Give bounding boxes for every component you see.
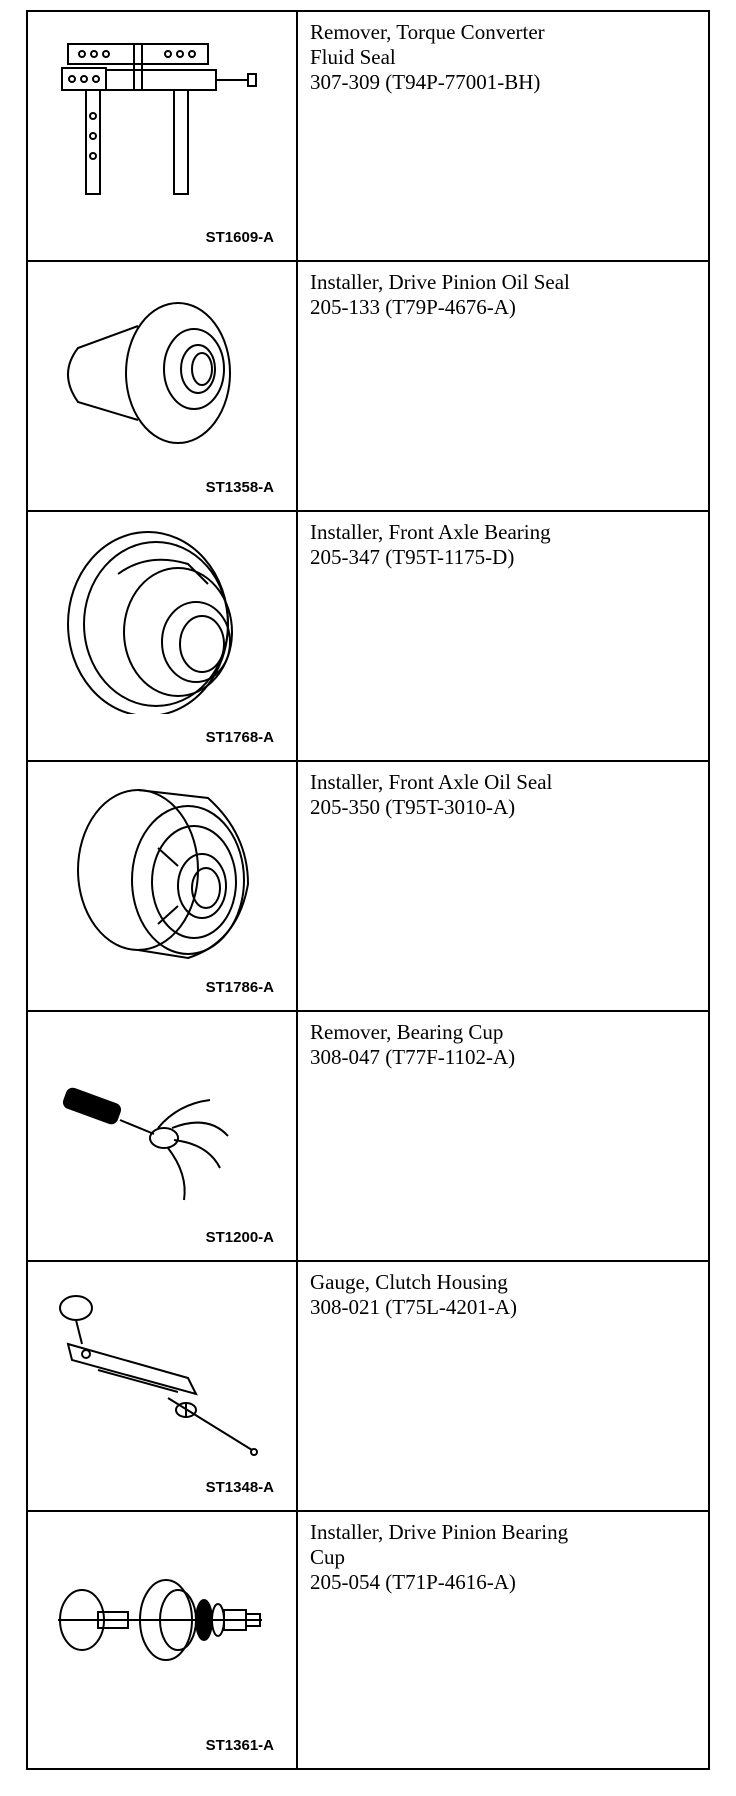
- torque-converter-seal-remover-icon: [38, 24, 268, 214]
- tool-name: Installer, Drive Pinion Oil Seal: [310, 270, 570, 294]
- tool-name: Remover, Torque Converter: [310, 20, 545, 44]
- table-row: [28, 12, 708, 262]
- tool-name: Remover, Bearing Cup: [310, 1020, 504, 1044]
- illustration-code: ST1609-A: [205, 229, 274, 246]
- front-axle-seal-installer-icon: [38, 774, 268, 964]
- tool-name-continued: Cup: [310, 1545, 346, 1569]
- tool-illustration-cell: [28, 762, 298, 1010]
- illustration-code: ST1358-A: [205, 479, 274, 496]
- table-row: [28, 1512, 708, 1768]
- tool-part-number: 205-133 (T79P-4676-A): [310, 295, 516, 319]
- front-axle-bearing-installer-icon: [38, 524, 268, 714]
- table-row: [28, 512, 708, 762]
- tool-description: [298, 512, 708, 760]
- tool-description: [298, 1512, 708, 1768]
- tool-description: [298, 1012, 708, 1260]
- bearing-cup-remover-icon: [38, 1024, 268, 1214]
- special-tools-table: [26, 10, 710, 1770]
- drive-pinion-seal-installer-icon: [38, 274, 268, 464]
- tool-name: Installer, Front Axle Oil Seal: [310, 770, 553, 794]
- tool-part-number: 205-054 (T71P-4616-A): [310, 1570, 516, 1594]
- table-row: [28, 1262, 708, 1512]
- tool-name: Installer, Drive Pinion Bearing: [310, 1520, 569, 1544]
- tool-description: [298, 1262, 708, 1510]
- tool-illustration-cell: [28, 12, 298, 260]
- tool-part-number: 308-047 (T77F-1102-A): [310, 1045, 516, 1069]
- illustration-code: ST1200-A: [205, 1229, 274, 1246]
- tool-illustration-cell: [28, 1262, 298, 1510]
- illustration-code: ST1768-A: [205, 729, 274, 746]
- tool-part-number: 307-309 (T94P-77001-BH): [310, 70, 541, 94]
- tool-name-continued: Fluid Seal: [310, 45, 396, 69]
- tool-part-number: 205-350 (T95T-3010-A): [310, 795, 516, 819]
- table-row: [28, 1012, 708, 1262]
- tool-description: [298, 262, 708, 510]
- tool-part-number: 205-347 (T95T-1175-D): [310, 545, 515, 569]
- tool-description: [298, 12, 708, 260]
- tool-description: [298, 762, 708, 1010]
- table-row: [28, 262, 708, 512]
- tool-illustration-cell: [28, 1012, 298, 1260]
- tool-part-number: 308-021 (T75L-4201-A): [310, 1295, 518, 1319]
- drive-pinion-bearing-cup-installer-icon: [38, 1524, 268, 1714]
- tool-illustration-cell: [28, 512, 298, 760]
- clutch-housing-gauge-icon: [38, 1274, 268, 1464]
- tool-illustration-cell: [28, 262, 298, 510]
- tool-name: Gauge, Clutch Housing: [310, 1270, 508, 1294]
- illustration-code: ST1361-A: [205, 1737, 274, 1754]
- tool-name: Installer, Front Axle Bearing: [310, 520, 551, 544]
- illustration-code: ST1786-A: [205, 979, 274, 996]
- tool-illustration-cell: [28, 1512, 298, 1768]
- table-row: [28, 762, 708, 1012]
- illustration-code: ST1348-A: [205, 1479, 274, 1496]
